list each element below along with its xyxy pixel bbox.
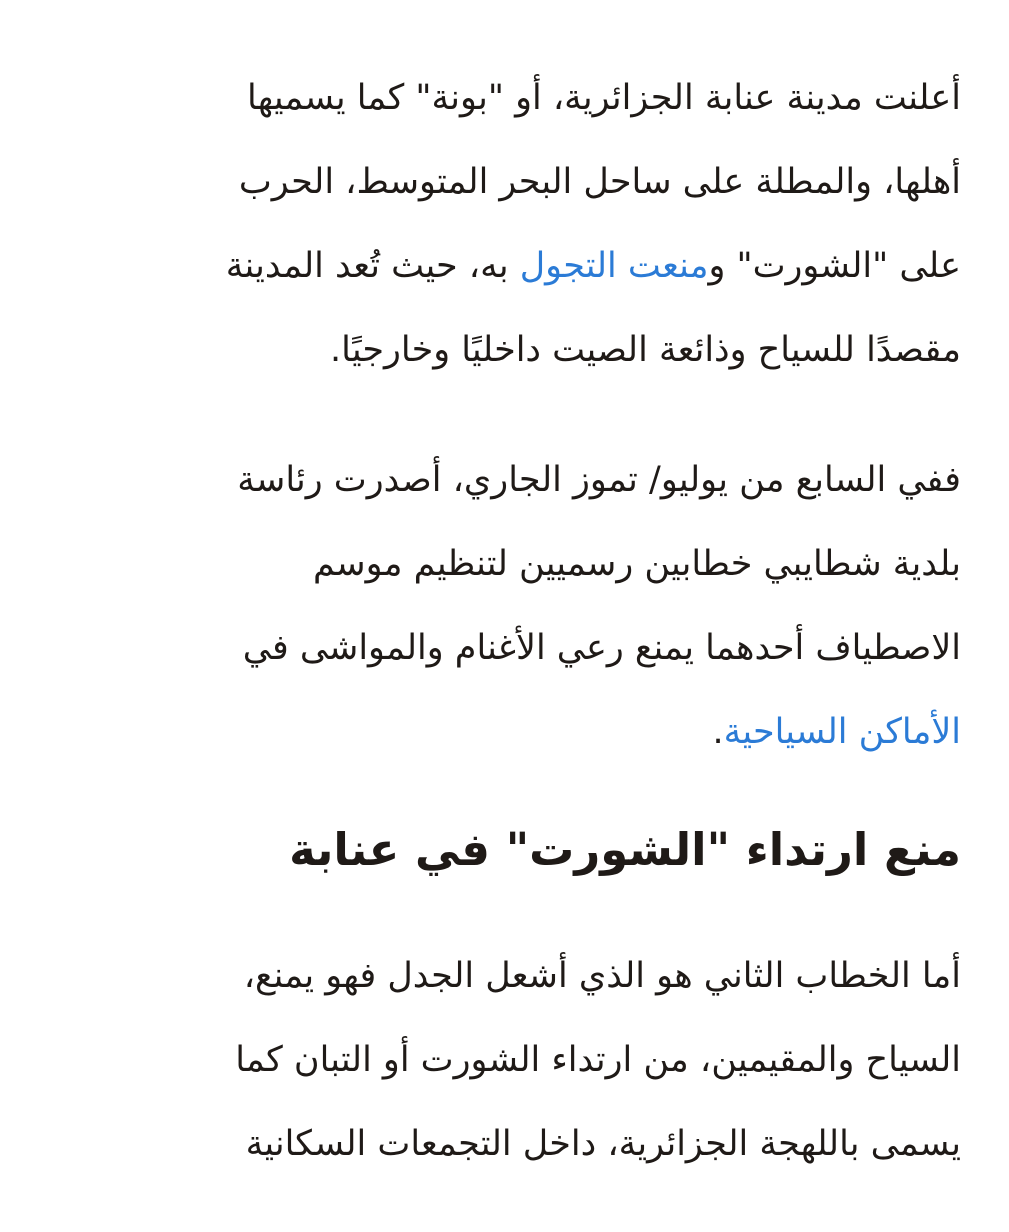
tourist-places-link[interactable]: الأماكن السياحية [723,712,961,752]
paragraph-1-line-3-end: به، حيث تُعد المدينة [225,246,520,286]
paragraph-3-line-3: يسمى باللهجة الجزائرية، داخل التجمعات السكانية [245,1124,961,1164]
paragraph-1-line-3-start: على "الشورت" و [708,246,961,286]
paragraph-1-line-4: مقصدًا للسياح وذائعة الصيت داخليًا وخارجيًا. [330,330,961,370]
paragraph-2-line-4-end: . [712,712,724,752]
paragraph-1-line-2: أهلها، والمطلة على ساحل البحر المتوسط، الحرب [238,162,961,202]
paragraph-1 [101,56,961,392]
paragraph-2-line-1: ففي السابع من يوليو/ تموز الجاري، أصدرت رئاسة [237,460,961,500]
paragraph-1-line-1: أعلنت مدينة عنابة الجزائرية، أو "بونة" كما يسميها [247,78,961,118]
article-body [101,56,961,1232]
curfew-link[interactable]: منعت التجول [519,246,709,286]
paragraph-2-line-4 [101,690,961,774]
paragraph-1-line-3 [101,224,961,308]
paragraph-3-line-1: أما الخطاب الثاني هو الذي أشعل الجدل فهو يمنع، [243,956,961,996]
paragraph-2 [101,438,961,774]
section-heading: منع ارتداء "الشورت" في عنابة [289,823,961,876]
paragraph-2-line-2: بلدية شطايبي خطابين رسميين لتنظيم موسم [313,544,961,584]
paragraph-3-line-2: السياح والمقيمين، من ارتداء الشورت أو التبان كما [235,1040,961,1080]
paragraph-2-line-3: الاصطياف أحدهما يمنع رعي الأغنام والمواشى في [242,628,961,668]
paragraph-3 [101,934,961,1186]
